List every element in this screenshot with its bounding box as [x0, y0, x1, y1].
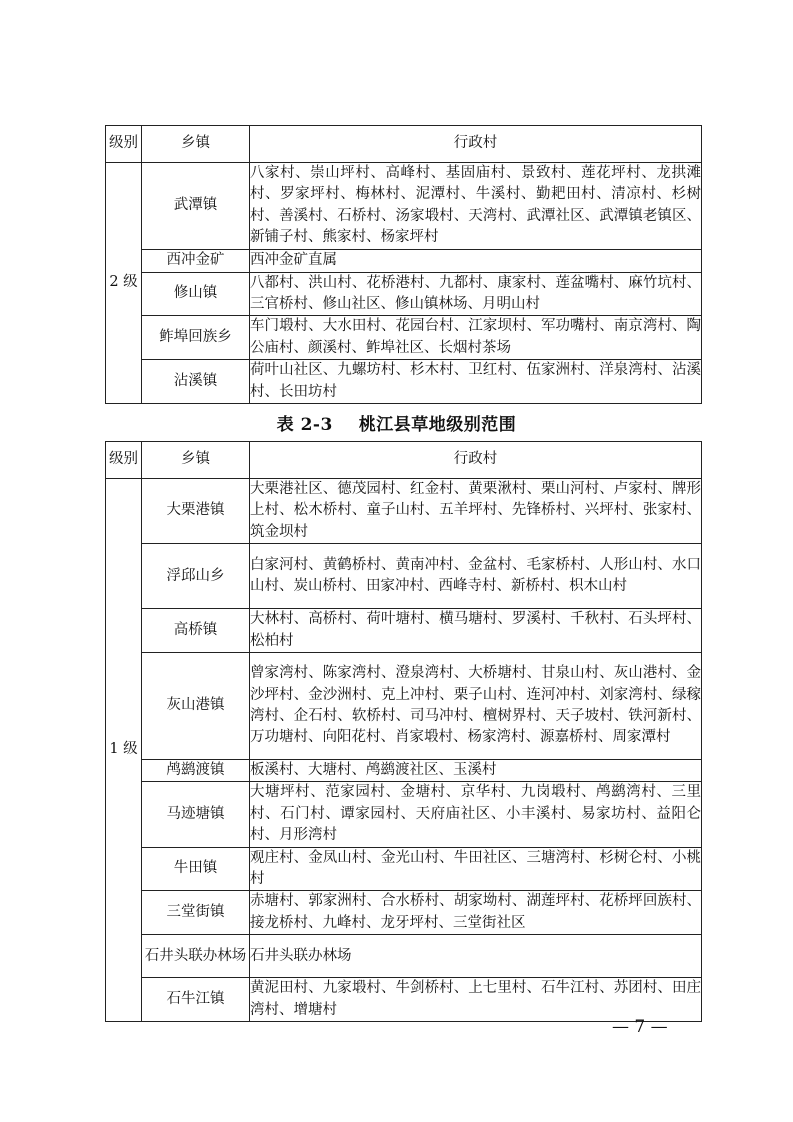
- town-cell: 西冲金矿: [142, 249, 250, 272]
- town-cell: 石牛江镇: [142, 978, 250, 1022]
- town-cell: 三堂街镇: [142, 891, 250, 935]
- town-cell: 武潭镇: [142, 163, 250, 250]
- town-cell: 沾溪镇: [142, 360, 250, 404]
- table-row: [106, 653, 702, 760]
- villages-cell: 赤塘村、郭家洲村、合水桥村、胡家坳村、湖莲坪村、花桥坪回族村、接龙桥村、九峰村、龙牙坪村、三堂街社区: [250, 891, 702, 935]
- villages-cell: 大林村、高桥村、荷叶塘村、横马塘村、罗溪村、千秋村、石头坪村、松柏村: [250, 609, 702, 653]
- villages-cell: 白家河村、黄鹤桥村、黄南冲村、金盆村、毛家桥村、人形山村、水口山村、炭山桥村、田家冲村、西峰寺村、新桥村、枳木山村: [250, 544, 702, 609]
- header-level: 级别: [106, 442, 142, 479]
- table-row: [106, 272, 702, 316]
- villages-cell: 黄泥田村、九家塅村、牛剑桥村、上七里村、石牛江村、苏团村、田庄湾村、增塘村: [250, 978, 702, 1022]
- villages-cell: 曾家湾村、陈家湾村、澄泉湾村、大桥塘村、甘泉山村、灰山港村、金沙坪村、金沙洲村、克上冲村、栗子山村、连河冲村、刘家湾村、绿稼湾村、企石村、软桥村、司马冲村、檀树界村、天子坡村、铁河新村、万功塘村、向阳花村、肖家塅村、杨家湾村、源嘉桥村、周家潭村: [250, 653, 702, 760]
- town-cell: 石井头联办林场: [142, 935, 250, 978]
- grade-2-table: [105, 125, 702, 404]
- town-cell: 大栗港镇: [142, 479, 250, 544]
- table-row: [106, 891, 702, 935]
- villages-cell: 西冲金矿直属: [250, 249, 702, 272]
- table-caption: [0, 410, 793, 435]
- villages-cell: 八家村、崇山坪村、高峰村、基固庙村、景致村、莲花坪村、龙拱滩村、罗家坪村、梅林村、泥潭村、牛溪村、勤耙田村、清凉村、杉树村、善溪村、石桥村、汤家塅村、天湾村、武潭社区、武潭镇老镇区、新铺子村、熊家村、杨家坪村: [250, 163, 702, 250]
- header-town: 乡镇: [142, 442, 250, 479]
- table-header-row: [106, 442, 702, 479]
- table-title: 桃江县草地级别范围: [358, 415, 517, 435]
- town-cell: 马迹塘镇: [142, 782, 250, 847]
- header-villages: 行政村: [250, 126, 702, 163]
- town-cell: 浮邱山乡: [142, 544, 250, 609]
- table-row: [106, 760, 702, 782]
- villages-cell: 八都村、洪山村、花桥港村、九都村、康家村、莲盆嘴村、麻竹坑村、三官桥村、修山社区、修山镇林场、月明山村: [250, 272, 702, 316]
- villages-cell: 观庄村、金凤山村、金光山村、牛田社区、三塘湾村、杉树仑村、小桃村: [250, 847, 702, 891]
- villages-cell: 大栗港社区、德茂园村、红金村、黄栗湫村、栗山河村、卢家村、牌形上村、松木桥村、童子山村、五羊坪村、先锋桥村、兴坪村、张家村、筑金坝村: [250, 479, 702, 544]
- table-row: [106, 935, 702, 978]
- header-villages: 行政村: [250, 442, 702, 479]
- table-row: [106, 609, 702, 653]
- town-cell: 鸬鹚渡镇: [142, 760, 250, 782]
- table-row: [106, 479, 702, 544]
- table-row: [106, 249, 702, 272]
- villages-cell: 大塘坪村、范家园村、金塘村、京华村、九岗塅村、鸬鹚湾村、三里村、石门村、谭家园村、天府庙社区、小丰溪村、易家坊村、益阳仑村、月形湾村: [250, 782, 702, 847]
- table-row: [106, 360, 702, 404]
- header-level: 级别: [106, 126, 142, 163]
- town-cell: 鲊埠回族乡: [142, 316, 250, 360]
- villages-cell: 荷叶山社区、九螺坊村、杉木村、卫红村、伍家洲村、洋泉湾村、沾溪村、长田坊村: [250, 360, 702, 404]
- page-number: — 7 —: [612, 1017, 668, 1037]
- villages-cell: 石井头联办林场: [250, 935, 702, 978]
- table-row: [106, 316, 702, 360]
- town-cell: 高桥镇: [142, 609, 250, 653]
- villages-cell: 车门塅村、大水田村、花园台村、江家坝村、军功嘴村、南京湾村、陶公庙村、颜溪村、鲊埠社区、长烟村茶场: [250, 316, 702, 360]
- table-number: 表 2-3: [276, 415, 333, 435]
- town-cell: 灰山港镇: [142, 653, 250, 760]
- header-town: 乡镇: [142, 126, 250, 163]
- table-header-row: [106, 126, 702, 163]
- table-row: [106, 544, 702, 609]
- town-cell: 修山镇: [142, 272, 250, 316]
- table-row: [106, 782, 702, 847]
- town-cell: 牛田镇: [142, 847, 250, 891]
- grade-1-table: [105, 441, 702, 1022]
- table-row: [106, 978, 702, 1022]
- villages-cell: 板溪村、大塘村、鸬鹚渡社区、玉溪村: [250, 760, 702, 782]
- level-cell: 1 级: [106, 479, 142, 1022]
- table-row: [106, 163, 702, 250]
- level-cell: 2 级: [106, 163, 142, 404]
- table-row: [106, 847, 702, 891]
